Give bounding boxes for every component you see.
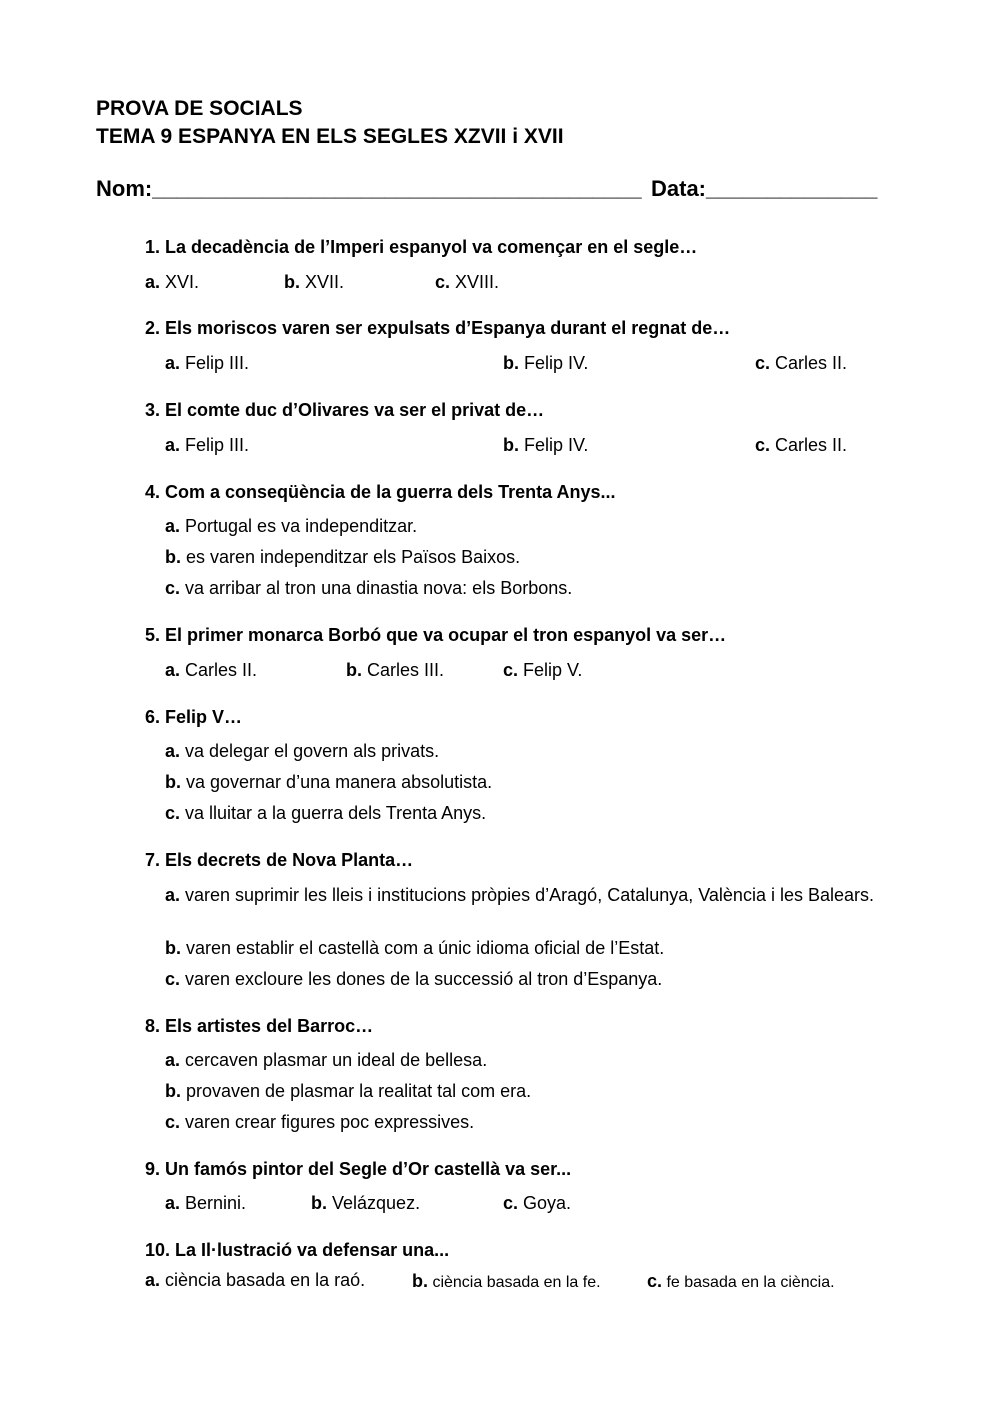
question-7: 7. Els decrets de Nova Planta… — [145, 850, 414, 870]
option-7a[interactable] — [165, 884, 905, 906]
option-3c[interactable] — [755, 435, 847, 456]
option-text: fe basada en la ciència. — [662, 1274, 835, 1291]
option-letter: c. — [165, 969, 181, 989]
option-4c[interactable] — [165, 578, 572, 599]
option-letter: a. — [165, 353, 181, 373]
option-text: Felip III. — [180, 435, 250, 455]
option-4a[interactable] — [165, 516, 417, 537]
question-5: 5. El primer monarca Borbó que va ocupar el tron espanyol va ser… — [145, 625, 727, 645]
option-text: Portugal es va independitzar. — [180, 516, 418, 536]
option-letter: a. — [145, 272, 161, 292]
option-9a[interactable] — [165, 1193, 246, 1214]
option-letter: c. — [435, 272, 451, 292]
option-text: es varen independitzar els Països Baixos. — [181, 547, 521, 567]
option-text: Felip IV. — [519, 353, 589, 373]
option-letter: b. — [165, 772, 181, 792]
option-8a[interactable] — [165, 1050, 487, 1071]
option-9c[interactable] — [503, 1193, 571, 1214]
option-text: va governar d’una manera absolutista. — [181, 772, 493, 792]
option-1a[interactable] — [145, 272, 199, 293]
option-text: Carles II. — [770, 353, 848, 373]
document-subtitle: TEMA 9 ESPANYA EN ELS SEGLES XZVII i XVII — [96, 125, 564, 148]
question-1: 1. La decadència de l’Imperi espanyol va començar en el segle… — [145, 237, 698, 257]
option-letter: c. — [165, 803, 181, 823]
option-1c[interactable] — [435, 272, 499, 293]
option-text: Velázquez. — [327, 1193, 421, 1213]
option-letter: b. — [284, 272, 300, 292]
option-text: ciència basada en la raó. — [160, 1270, 366, 1290]
option-text: Carles II. — [180, 660, 258, 680]
option-text: va lluitar a la guerra dels Trenta Anys. — [180, 803, 487, 823]
option-2a[interactable] — [165, 353, 249, 374]
option-10b[interactable] — [412, 1271, 601, 1292]
option-text: varen establir el castellà com a únic idioma oficial de l’Estat. — [181, 938, 665, 958]
option-10c[interactable] — [647, 1271, 835, 1292]
question-3: 3. El comte duc d’Olivares va ser el privat de… — [145, 400, 545, 420]
option-letter: c. — [165, 1112, 181, 1132]
option-10a[interactable] — [145, 1270, 365, 1291]
option-text: Bernini. — [180, 1193, 247, 1213]
option-letter: c. — [503, 660, 519, 680]
question-6: 6. Felip V… — [145, 707, 243, 727]
date-field[interactable]: Data:______________ — [651, 176, 878, 201]
option-text: Felip IV. — [519, 435, 589, 455]
option-3a[interactable] — [165, 435, 249, 456]
option-7b[interactable] — [165, 938, 664, 959]
option-text: ciència basada en la fe. — [428, 1274, 601, 1291]
option-text: XVI. — [160, 272, 200, 292]
option-5a[interactable] — [165, 660, 257, 681]
option-letter: b. — [165, 1081, 181, 1101]
option-text: varen suprimir les lleis i institucions pròpies d’Aragó, Catalunya, València i les Balears. — [180, 885, 874, 905]
question-2: 2. Els moriscos varen ser expulsats d’Espanya durant el regnat de… — [145, 318, 731, 338]
option-letter: a. — [165, 885, 181, 905]
option-3b[interactable] — [503, 435, 588, 456]
option-letter: b. — [165, 547, 181, 567]
option-text: Felip V. — [518, 660, 583, 680]
document-title: PROVA DE SOCIALS — [96, 97, 303, 120]
option-letter: a. — [165, 741, 181, 761]
option-letter: a. — [165, 1193, 181, 1213]
option-letter: b. — [346, 660, 362, 680]
option-6c[interactable] — [165, 803, 486, 824]
option-1b[interactable] — [284, 272, 344, 293]
option-9b[interactable] — [311, 1193, 420, 1214]
option-text: Goya. — [518, 1193, 572, 1213]
option-text: Carles III. — [362, 660, 445, 680]
question-8: 8. Els artistes del Barroc… — [145, 1016, 374, 1036]
option-text: Carles II. — [770, 435, 848, 455]
option-letter: b. — [412, 1271, 428, 1291]
option-5b[interactable] — [346, 660, 444, 681]
option-2c[interactable] — [755, 353, 847, 374]
option-text: provaven de plasmar la realitat tal com era. — [181, 1081, 532, 1101]
option-letter: a. — [165, 660, 181, 680]
question-9: 9. Un famós pintor del Segle d’Or castellà va ser... — [145, 1159, 572, 1179]
option-text: XVIII. — [450, 272, 500, 292]
option-text: Felip III. — [180, 353, 250, 373]
option-6b[interactable] — [165, 772, 492, 793]
option-letter: c. — [503, 1193, 519, 1213]
option-letter: a. — [145, 1270, 161, 1290]
option-letter: b. — [311, 1193, 327, 1213]
option-letter: a. — [165, 435, 181, 455]
option-text: va delegar el govern als privats. — [180, 741, 440, 761]
option-text: cercaven plasmar un ideal de bellesa. — [180, 1050, 488, 1070]
option-text: varen excloure les dones de la successió al tron d’Espanya. — [180, 969, 663, 989]
option-8c[interactable] — [165, 1112, 474, 1133]
option-text: va arribar al tron una dinastia nova: els Borbons. — [180, 578, 573, 598]
option-8b[interactable] — [165, 1081, 531, 1102]
option-text: XVII. — [300, 272, 345, 292]
question-10: 10. La Il·lustració va defensar una... — [145, 1240, 450, 1260]
question-4: 4. Com a conseqüència de la guerra dels Trenta Anys... — [145, 482, 616, 502]
option-letter: b. — [503, 353, 519, 373]
option-letter: a. — [165, 516, 181, 536]
option-2b[interactable] — [503, 353, 588, 374]
option-6a[interactable] — [165, 741, 439, 762]
option-letter: c. — [165, 578, 181, 598]
option-4b[interactable] — [165, 547, 520, 568]
option-letter: b. — [503, 435, 519, 455]
option-letter: c. — [647, 1271, 663, 1291]
option-text: varen crear figures poc expressives. — [180, 1112, 475, 1132]
option-letter: c. — [755, 353, 771, 373]
option-letter: b. — [165, 938, 181, 958]
name-field[interactable]: Nom:________________________________________ — [96, 176, 642, 201]
option-letter: a. — [165, 1050, 181, 1070]
option-7c[interactable] — [165, 969, 662, 990]
option-letter: c. — [755, 435, 771, 455]
option-5c[interactable] — [503, 660, 582, 681]
